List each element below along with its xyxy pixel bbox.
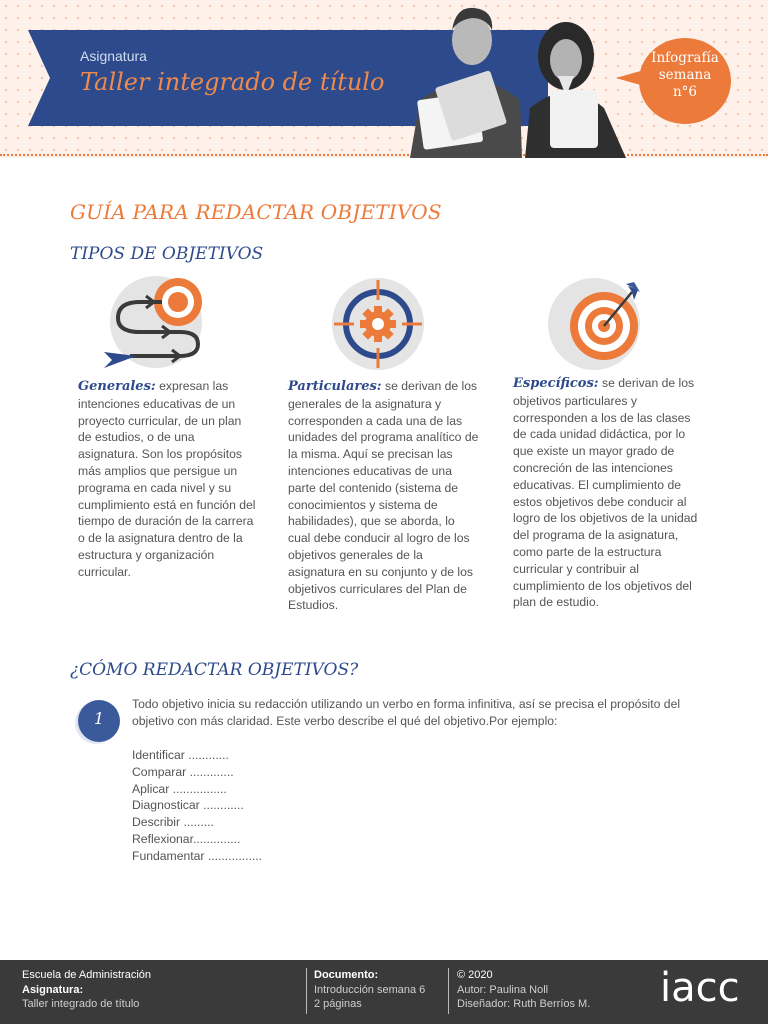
types-title: TIPOS DE OBJETIVOS	[70, 244, 264, 264]
business-people-photo	[390, 0, 640, 158]
badge-line-3: n°6	[672, 84, 698, 100]
author: Autor: Paulina Noll	[457, 983, 549, 996]
list-item: Describir .........	[132, 815, 214, 830]
subject-title: Taller integrado de título	[80, 68, 385, 96]
list-item: Identificar ............	[132, 748, 229, 762]
list-item: Aplicar ................	[132, 781, 227, 796]
document-name: Introducción semana 6	[314, 983, 426, 996]
objective-particular	[288, 378, 480, 614]
text-especificos: se derivan de los objetivos particulares y corresponden a los de las clases de cada unidad didáctica, por lo que existe un mayor grado de concreción de las intenciones educativas. El cumplimiento de estos objetivos debe conducir al logro de los objetivos de la unidad del programa de la asignatura, como parte de la estructura curricular y contribuir al cumplimiento de los objetivos del plan de estudio.	[513, 376, 698, 610]
page-title: GUÍA PARA REDACTAR OBJETIVOS	[70, 200, 442, 224]
designer: Diseñador: Ruth Berríos M.	[457, 998, 591, 1010]
footer	[0, 960, 768, 1024]
subject-name-footer: Taller integrado de título	[22, 998, 140, 1010]
badge-line-2: semana	[658, 67, 712, 83]
list-item: Comparar .............	[132, 764, 234, 779]
copyright: © 2020	[457, 969, 493, 981]
term-particulares: Particulares:	[288, 379, 382, 394]
iacc-logo: iacc	[660, 965, 740, 1011]
crosshair-gear-icon	[328, 276, 428, 372]
term-especificos: Específicos:	[513, 376, 599, 391]
list-item: Fundamentar ................	[132, 848, 263, 863]
header-divider	[0, 154, 768, 156]
step-text: Todo objetivo inicia su redacción utilizando un verbo en forma infinitiva, así se precisa el propósito del objetivo con más claridad. Este verbo describe el qué del objetivo.Por ejemplo:	[132, 697, 681, 728]
objective-specific	[513, 375, 705, 611]
step-number: 1	[93, 709, 105, 728]
objective-general	[78, 378, 256, 581]
document-pages: 2 páginas	[314, 998, 362, 1010]
document-label: Documento:	[314, 969, 379, 981]
list-item: Diagnosticar ............	[132, 798, 244, 813]
text-particulares: se derivan de los generales de la asignatura y corresponden a cada una de las unidades del programa analítico de la misma. Aquí se precisan las intenciones educativas de una parte del contenido (sistema de conocimientos y sistema de habilidades), que se aborda, lo cual debe conducir al logro de los objetivos generales de la asignatura en su conjunto y de los objetivos curriculares del Plan de Estudios.	[288, 379, 479, 613]
list-item: Reflexionar..............	[132, 831, 241, 846]
footer-divider	[306, 968, 307, 1014]
school-name: Escuela de Administración	[22, 969, 152, 981]
badge-line-1: Infografía	[651, 50, 719, 66]
footer-document	[314, 968, 425, 1012]
winding-path-target-icon	[100, 276, 210, 376]
week-badge-text	[639, 50, 731, 101]
how-to-title: ¿CÓMO REDACTAR OBJETIVOS?	[70, 660, 359, 680]
footer-credits	[457, 968, 590, 1012]
footer-school	[22, 968, 151, 1012]
footer-divider	[448, 968, 449, 1014]
subject-label-footer: Asignatura:	[22, 983, 84, 996]
bullseye-arrow-icon	[548, 276, 648, 372]
verb-list	[132, 747, 262, 865]
term-generales: Generales:	[78, 379, 156, 394]
subject-label: Asignatura	[80, 48, 147, 64]
text-generales: expresan las intenciones educativas de un proyecto curricular, de un plan de estudios, o de una asignatura. Son los propósitos más amplios que persigue un programa en cada nivel y su cumplimiento está en función del tiempo de duración de la carrera o de la asignatura dentro de la estructura y organización curricular.	[78, 379, 256, 579]
